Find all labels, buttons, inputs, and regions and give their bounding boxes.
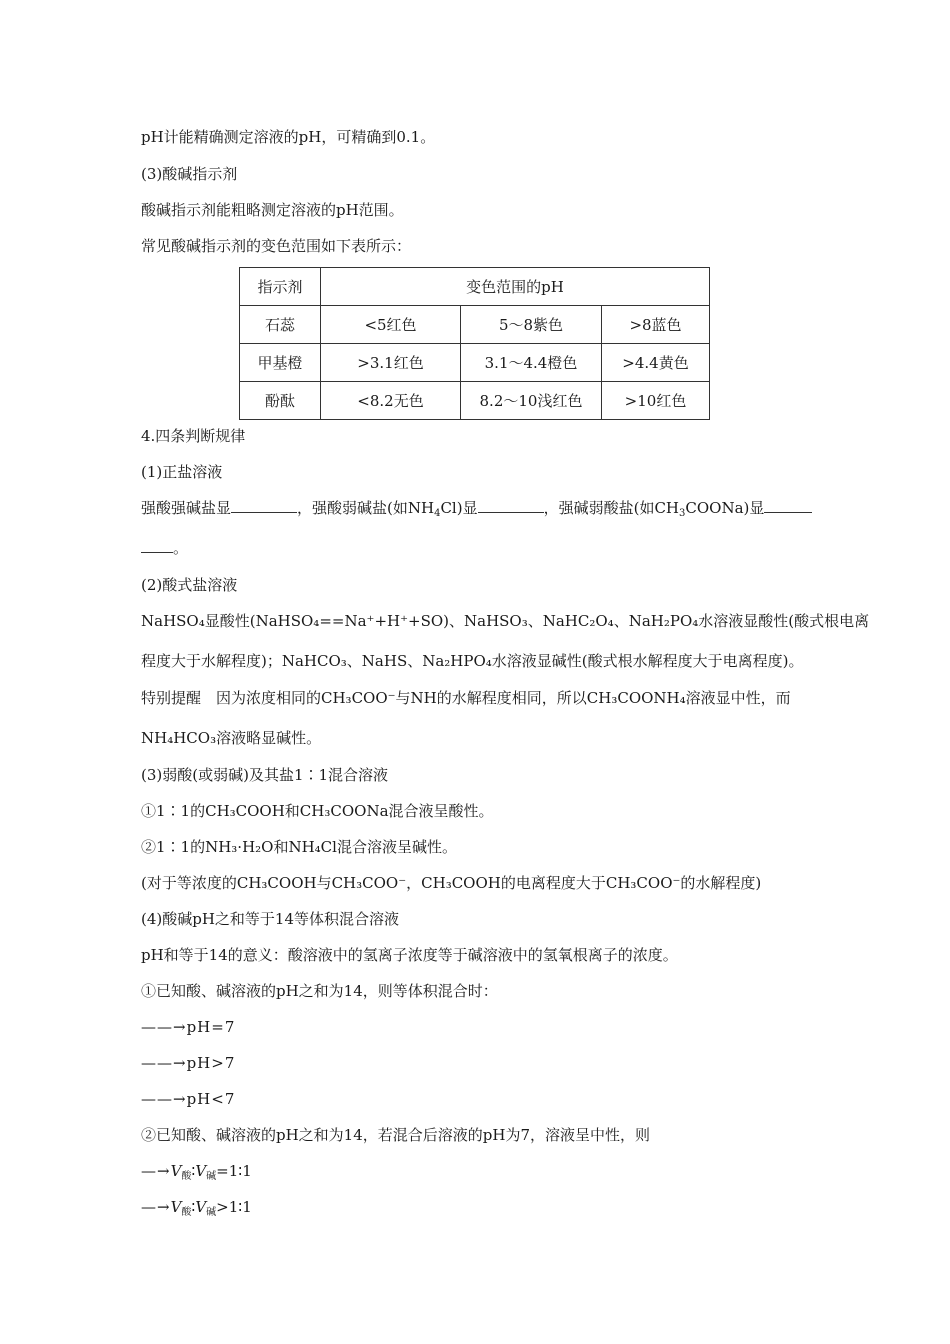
volume-symbol: V [195, 1198, 207, 1216]
ph-sum-item-2: ②已知酸、碱溶液的pH之和为14，若混合后溶液的pH为7，溶液呈中性，则 [141, 1126, 650, 1144]
fill-in-sentence [141, 498, 812, 518]
sentence-part: Cl)显 [440, 499, 478, 517]
table-row [240, 306, 710, 344]
subscript: 碱 [206, 1207, 217, 1218]
table-cell: >10红色 [602, 382, 710, 420]
ph-meter-text: pH计能精确测定溶液的pH，可精确到0.1。 [141, 128, 436, 146]
arrow: —→ [141, 1162, 171, 1180]
section-heading-indicator: (3)酸碱指示剂 [141, 165, 238, 183]
volume-symbol: V [170, 1162, 182, 1180]
table-header-row [240, 268, 710, 306]
subscript: 碱 [206, 1171, 217, 1182]
table-cell: 甲基橙 [240, 344, 321, 382]
ph-result-basic: ——→pH>7 [141, 1054, 236, 1072]
table-intro-text: 常见酸碱指示剂的变色范围如下表所示： [141, 237, 412, 255]
table-header-cell: 指示剂 [240, 268, 321, 306]
answer-blank[interactable] [764, 498, 812, 513]
ratio-colon: ∶ [191, 1162, 196, 1180]
special-note-continuation: NH₄HCO₃溶液略显碱性。 [141, 729, 322, 747]
weak-acid-mix-item-1: ①1∶1的CH₃COOH和CH₃COONa混合液呈酸性。 [141, 802, 494, 820]
table-cell: 8.2～10浅红色 [461, 382, 602, 420]
ratio-colon: ∶ [191, 1198, 196, 1216]
special-note-text: 特别提醒 因为浓度相同的CH₃COO⁻与NH的水解程度相同，所以CH₃COONH₄溶液显中性，而 [141, 689, 791, 707]
ratio-value: >1∶1 [216, 1198, 252, 1216]
subheading-weak-acid-mix: (3)弱酸(或弱碱)及其盐1∶1混合溶液 [141, 766, 389, 784]
ph-sum-item-1: ①已知酸、碱溶液的pH之和为14，则等体积混合时： [141, 982, 498, 1000]
subheading-normal-salt: (1)正盐溶液 [141, 463, 223, 481]
table-cell: >8蓝色 [602, 306, 710, 344]
table-cell: 石蕊 [240, 306, 321, 344]
subscript: 4 [434, 508, 441, 519]
answer-blank[interactable] [478, 498, 544, 513]
volume-ratio-equal [141, 1161, 252, 1181]
weak-acid-mix-note: (对于等浓度的CH₃COOH与CH₃COO⁻，CH₃COOH的电离程度大于CH₃COO⁻的水解程度) [141, 874, 762, 892]
section-heading-rules: 4.四条判断规律 [141, 427, 246, 445]
arrow: —→ [141, 1198, 171, 1216]
answer-blank[interactable] [231, 498, 297, 513]
subscript: 3 [679, 508, 686, 519]
sentence-part: 强酸强碱盐显 [141, 499, 232, 517]
ph-result-neutral: ——→pH=7 [141, 1018, 236, 1036]
table-cell: 3.1～4.4橙色 [461, 344, 602, 382]
table-cell: <8.2无色 [321, 382, 461, 420]
table-cell: <5红色 [321, 306, 461, 344]
table-row [240, 344, 710, 382]
sentence-end: 。 [173, 539, 189, 557]
ratio-value: =1∶1 [216, 1162, 252, 1180]
answer-blank[interactable] [141, 538, 173, 553]
ph-result-acidic: ——→pH<7 [141, 1090, 236, 1108]
volume-symbol: V [170, 1198, 182, 1216]
sentence-part: ，强酸弱碱盐(如NH [297, 499, 435, 517]
acid-salt-text-1: NaHSO₄显酸性(NaHSO₄==Na⁺+H⁺+SO)、NaHSO₃、NaHC₂O₄、NaH₂PO₄水溶液显酸性(酸式根电离 [141, 612, 870, 630]
subscript: 酸 [181, 1207, 192, 1218]
table-row [240, 382, 710, 420]
subheading-acid-salt: (2)酸式盐溶液 [141, 576, 238, 594]
table-cell: 5～8紫色 [461, 306, 602, 344]
fill-in-continuation [141, 538, 188, 558]
subscript: 酸 [181, 1171, 192, 1182]
table-cell: >4.4黄色 [602, 344, 710, 382]
indicator-text: 酸碱指示剂能粗略测定溶液的pH范围。 [141, 201, 404, 219]
table-cell: >3.1红色 [321, 344, 461, 382]
indicator-table [239, 267, 710, 420]
sentence-part: COONa)显 [685, 499, 765, 517]
weak-acid-mix-item-2: ②1∶1的NH₃·H₂O和NH₄Cl混合溶液呈碱性。 [141, 838, 457, 856]
table-cell: 酚酞 [240, 382, 321, 420]
subheading-ph-sum: (4)酸碱pH之和等于14等体积混合溶液 [141, 910, 400, 928]
volume-symbol: V [195, 1162, 207, 1180]
table-header-cell: 变色范围的pH [321, 268, 710, 306]
sentence-part: ，强碱弱酸盐(如CH [543, 499, 680, 517]
volume-ratio-greater [141, 1197, 252, 1217]
ph-sum-meaning: pH和等于14的意义：酸溶液中的氢离子浓度等于碱溶液中的氢氧根离子的浓度。 [141, 946, 678, 964]
acid-salt-text-2: 程度大于水解程度)；NaHCO₃、NaHS、Na₂HPO₄水溶液显碱性(酸式根水解程度大于电离程度)。 [141, 652, 804, 670]
